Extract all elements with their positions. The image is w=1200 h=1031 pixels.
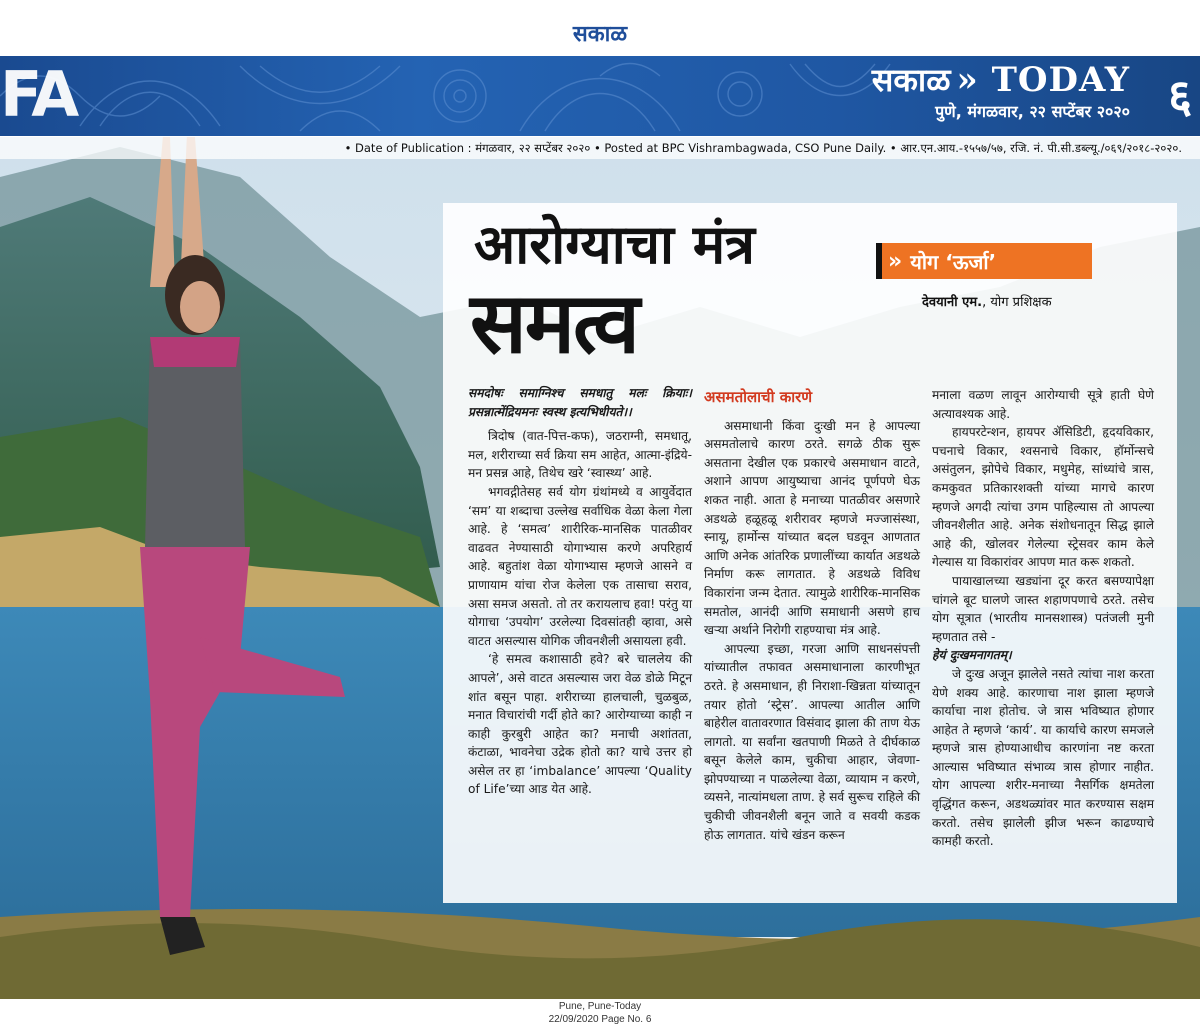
banner-letters: FA: [0, 58, 76, 131]
article-column-1: [468, 384, 692, 799]
byline: [922, 292, 1052, 310]
double-chevron-icon: »: [888, 248, 903, 274]
article-column-3: [932, 386, 1154, 851]
paragraph: त्रिदोष (वात-पित्त-कफ), जठराग्नी, समधातू, मल, शरीराच्या सर्व क्रिया सम आहेत, आत्मा-इंद्रिये-मन प्रसन्न आहे, तिथेच खरे ‘स्वास्थ्य’ आहे.: [468, 429, 692, 481]
page-number: ६: [1168, 69, 1192, 123]
section-tag-label: योग ‘ऊर्जा’: [910, 249, 997, 274]
paragraph: असमाधानी किंवा दुःखी मन हे आपल्या असमतोलाचे कारण ठरते. सगळे ठीक सुरू असताना देखील एक प्रकारचे असमाधान वाटते, अशाने आपण आयुष्याचा आनंद पूर्णपणे घेऊ शकत नाही. आता हे मनाच्या पातळीवर असणारे अडथळे हळूहळू शरीरावर म्हणजे मज्जासंस्था, स्नायू, हार्मोन्स यांच्यात बदल घडवून आणतात आणि अनेक आंतरिक प्रणालींच्या कार्यात अडथळे निर्माण करू लागतात. हे अडथळे विविध विकारांना जन्म देतात. त्यामुळे शारीरिक-मानसिक समतोल, आनंदी आणि समाधानी असणे हाच खऱ्या अर्थाने निरोगी राहण्याचा मंत्र आहे.: [704, 418, 920, 638]
paragraph: पायाखालच्या खड्यांना दूर करत बसण्यापेक्षा चांगले बूट घालणे जास्त शहाणपणाचे ठरते. तसेच योग सूत्रात (भारतीय मानसशास्त्र) पतंजली मुनी म्हणतात तसे -: [932, 573, 1154, 644]
article-title-line2: समत्व: [470, 274, 638, 372]
publication-info: • Date of Publication : मंगळवार, २२ सप्टेंबर २०२० • Posted at BPC Vishrambagwada, CSO Pune Daily. • आर.एन.आय.-१५५७/५७, रजि. नं. पी.सी.डब्ल्यू./०६९/२०१८-२०२०.: [0, 137, 1200, 159]
author-role: , योग प्रशिक्षक: [982, 295, 1052, 310]
author-name: देवयानी एम.: [922, 295, 983, 310]
sutra-quote: हेयं दुःखमनागतम्।: [932, 648, 1012, 663]
subheading: असमतोलाची कारणे: [704, 388, 813, 406]
tag-bar: [876, 243, 882, 279]
brand-today: » TODAY: [956, 60, 1130, 100]
paragraph: जे दुःख अजून झालेले नसते त्यांचा नाश करता येणे शक्य आहे. कारणाचा नाश झाला म्हणजे कार्याचा नाश होतोच. जे त्रास भविष्यात होणार आहेत ते म्हणजे ‘कार्य’. या कार्याचे कारण समजले म्हणजे त्रास होण्याआधीच कारणांना नष्ट करता आल्यास भविष्यात संभाव्य त्रास होणार नाहीत. योग आपल्या शरीर-मनाच्या नैसर्गिक क्षमतेला वृद्धिंगत करून, अडथळ्यांवर मात करण्यास सक्षम करतो. तसेच झालेली झीज भरून काढण्याचे कामही करतो.: [932, 666, 1154, 849]
article-title-line1: आरोग्याचा मंत्र: [474, 213, 755, 276]
paragraph: हायपरटेन्शन, हायपर ॲसिडिटी, हृदयविकार, पचनाचे विकार, श्वसनाचे विकार, हॉर्मोन्सचे असंतुलन, झोपेचे विकार, मधुमेह, सांध्यांचे त्रास, कमकुवत प्रतिकारशक्ती यांच्या मागचे कारण म्हणजे अगदी त्यांचा उगम पाहिल्यास तो आपल्या जीवनशैलीत आहे. अनेक संशोधनातून सिद्ध झाले आहे की, खोलवर गेलेल्या स्ट्रेसवर काम केले गेल्यास या विकारांवर आपण मात करू शकतो.: [932, 425, 1154, 570]
brand-name: सकाळ: [871, 61, 951, 99]
paragraph: आपल्या इच्छा, गरजा आणि साधनसंपत्ती यांच्यातील तफावत असमाधानाला कारणीभूत ठरते. हे असमाधान, ही निराशा-खिन्नता यांच्यातून तयार होतो ‘स्ट्रेस’. आपल्या आतील आणि बाहेरील वातावरणात विसंवाद झाला की ताण येऊ लागतो. या सर्वांना खतपाणी मिळते ते दीर्घकाळ बसून केलेले काम, चुकीचा आहार, जेवणा-झोपण्याच्या न पाळलेल्या वेळा, व्यायाम न करणे, व्यसने, नात्यांमधला ताण. हे सर्व सुरूच राहिले की चुकीची जीवनशैली बनून जाते व सवयी कडक होऊ लागतात. यांचे खंडन करून: [704, 641, 920, 842]
section-banner: [0, 56, 1200, 136]
article-column-2: [704, 386, 920, 844]
paragraph: भगवद्गीतेसह सर्व योग ग्रंथांमध्ये व आयुर्वेदात ‘सम’ या शब्दाचा उल्लेख सर्वाधिक वेळा केला गेला आहे. हे ‘समत्व’ शारीरिक-मानसिक पातळीवर वाढवत नेण्यासाठी योगाभ्यास करणे अपरिहार्य आहे. बहुतांश वेळा योगाभ्यास म्हणजे आसने व प्राणायाम यांचा रोज केलेला एक तासाचा सराव, असा समज असतो. तो तर करायलाच हवा! परंतु या योगाचा ‘उपयोग’ उरलेल्या दिवसांतही व्हावा, असे वाटत असल्यास योगिक जीवनशैली असायला हवी.: [468, 484, 692, 648]
dateline: पुणे, मंगळवार, २२ सप्टेंबर २०२०: [935, 102, 1130, 121]
paragraph: ‘हे समत्व कशासाठी हवे? बरे चाललेय की आपले’, असे वाटत असल्यास जरा वेळ डोळे मिटून शांत बसून पाहा. शरीराच्या हालचाली, चुळबुळ, मनात विचारांची गर्दी होते का? आरोग्याच्या काही न काही कुरबुरी आहेत का? मनाची अशांतता, कंटाळा, भावनेचा उद्रेक होतो का? याचे उत्तर हो असेल तर हा ‘imbalance’ आपल्या ‘Quality of Life’च्या आड येत आहे.: [468, 652, 692, 797]
footer-date-page: 22/09/2020 Page No. 6: [548, 1014, 652, 1025]
page-footer: [0, 1000, 1200, 1026]
shloka: समदोषः समाग्निश्च समधातु मलः क्रियाः। प्रसन्नात्मेंद्रियमनः स्वस्थ इत्यभिधीयते।।: [468, 386, 692, 419]
section-tag: [876, 243, 1092, 279]
footer-edition: Pune, Pune-Today: [558, 1001, 642, 1012]
paragraph: मनाला वळण लावून आरोग्याची सूत्रे हाती घेणे अत्यावश्यक आहे.: [932, 388, 1154, 421]
site-logo[interactable]: सकाळ: [572, 22, 628, 47]
today-brand: [872, 58, 1130, 101]
